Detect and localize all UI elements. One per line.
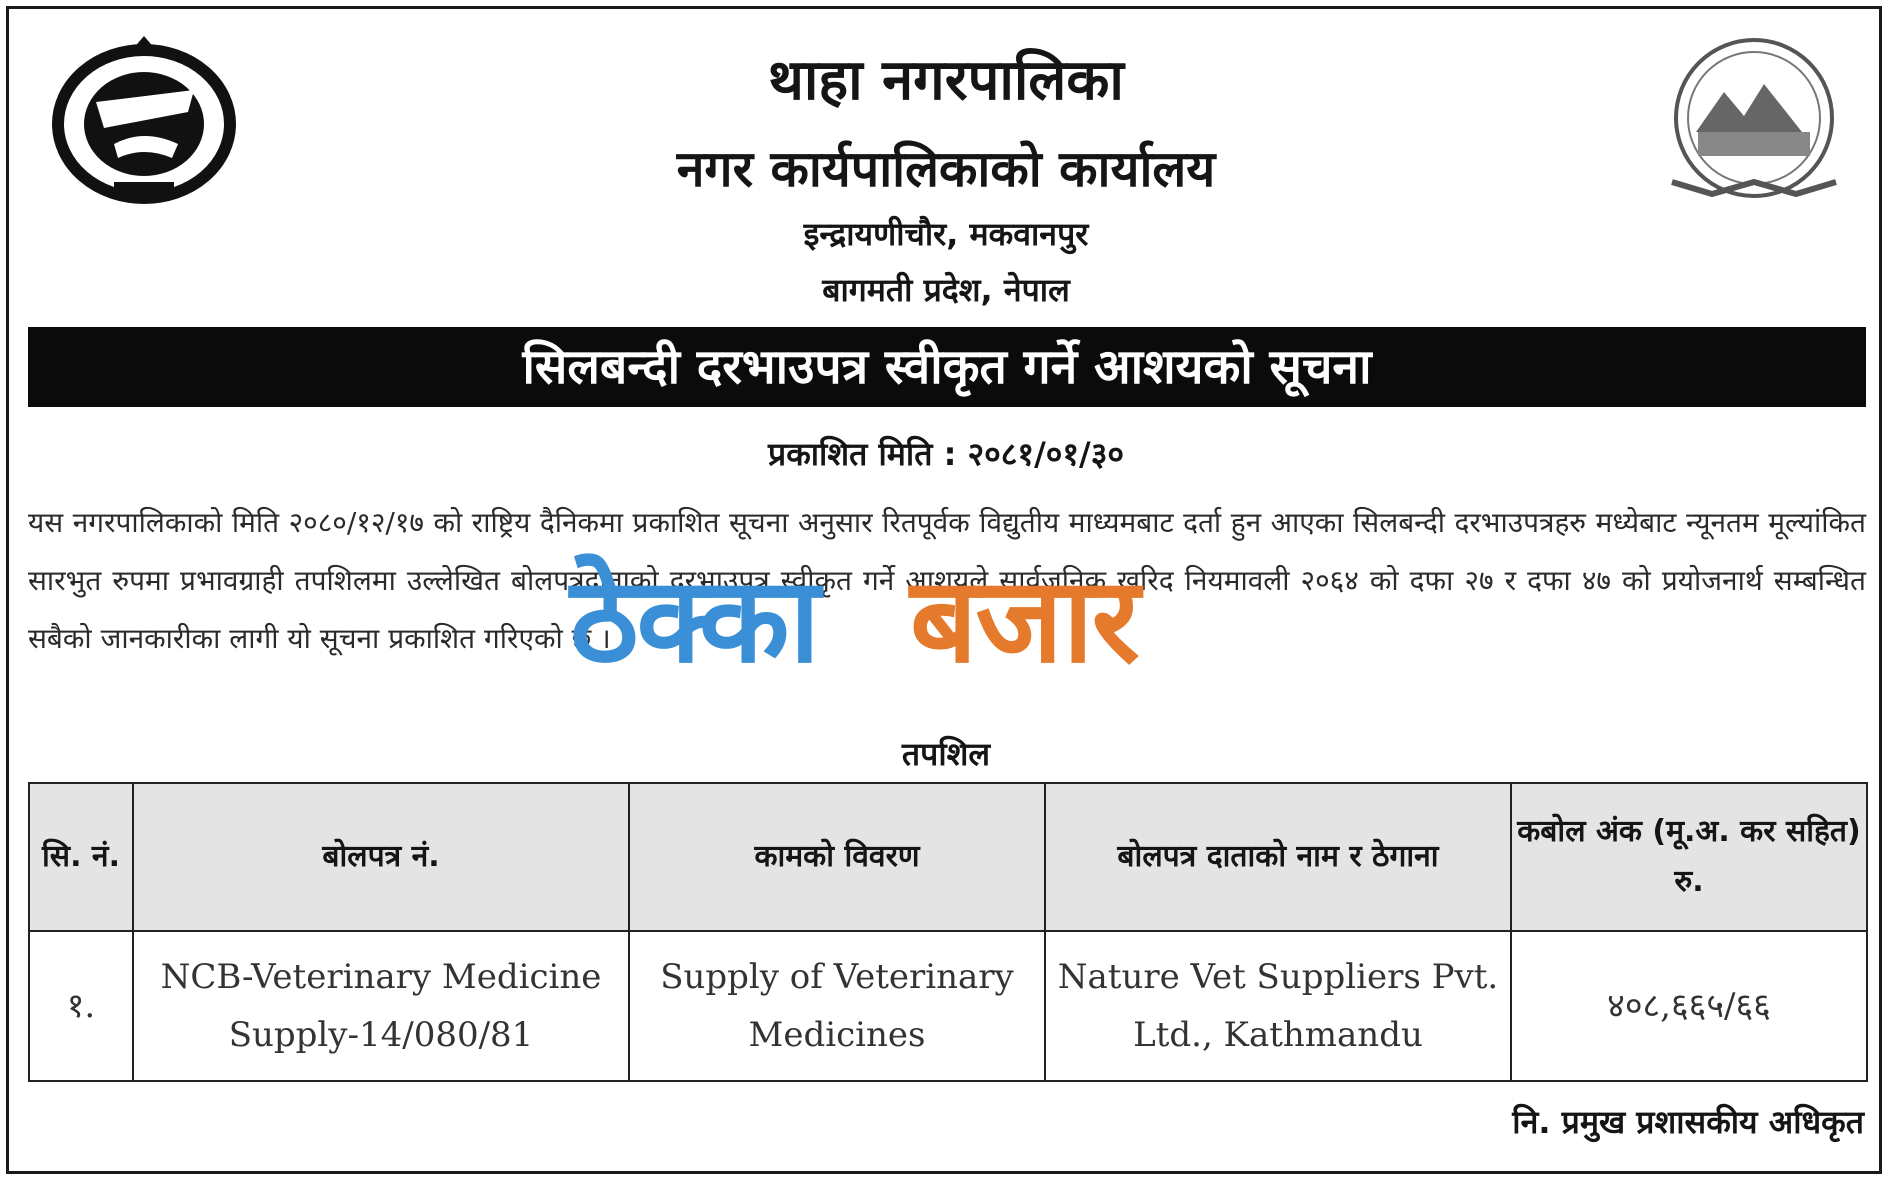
notice-title: सिलबन्दी दरभाउपत्र स्वीकृत गर्ने आशयको सूचना	[28, 327, 1866, 407]
published-date: प्रकाशित मिति : २०८१/०१/३०	[767, 435, 1125, 473]
cell-serial-number: १.	[29, 931, 133, 1081]
office-name: नगर कार्यपालिकाको कार्यालय	[676, 140, 1216, 198]
cell-bidder: Nature Vet Suppliers Pvt. Ltd., Kathmandu	[1045, 931, 1511, 1081]
bid-details-table	[28, 782, 1868, 1082]
municipality-name: थाहा नगरपालिका	[768, 48, 1124, 113]
signature-designation: नि. प्रमुख प्रशासकीय अधिकृत	[1512, 1103, 1864, 1141]
watermark-part-2: बजार	[910, 551, 1138, 689]
office-address: इन्द्रायणीचौर, मकवानपुर	[803, 215, 1089, 253]
header-bid-number: बोलपत्र नं.	[133, 783, 629, 931]
table-title: तपशिल	[901, 735, 991, 773]
cell-quoted-amount: ४०८,६६५/६६	[1511, 931, 1867, 1081]
header-bidder-name-address: बोलपत्र दाताको नाम र ठेगाना	[1045, 783, 1511, 931]
table-header-row	[29, 783, 1867, 931]
watermark-part-1: ठेक्का	[570, 551, 819, 689]
office-province: बागमती प्रदेश, नेपाल	[822, 271, 1070, 309]
header-work-description: कामको विवरण	[629, 783, 1045, 931]
notice-body: यस नगरपालिकाको मिति २०८०/१२/१७ को राष्ट्रिय दैनिकमा प्रकाशित सूचना अनुसार रितपूर्वक विद्युतीय माध्यमबाट दर्ता हुन आएका सिलबन्दी दरभाउपत्रहरु मध्येबाट न्यूनतम मूल्यांकित सारभुत रुपमा प्रभावग्राही तपशिलमा उल्लेखित बोलपत्रदाताको दरभाउपत्र स्वीकृत गर्ने आशयले सार्वजनिक खरिद नियमावली २०६४ को दफा २७ र दफा ४७ को प्रयोजनार्थ सम्बन्धित सबैको जानकारीका लागी यो सूचना प्रकाशित गरिएको छ ।	[28, 506, 1866, 655]
table-row	[29, 931, 1867, 1081]
cell-work-description: Supply of Veterinary Medicines	[629, 931, 1045, 1081]
header-quoted-amount: कबोल अंक (मू.अ. कर सहित) रु.	[1511, 783, 1867, 931]
header-serial-number: सि. नं.	[29, 783, 133, 931]
cell-bid-number: NCB-Veterinary Medicine Supply-14/080/81	[133, 931, 629, 1081]
